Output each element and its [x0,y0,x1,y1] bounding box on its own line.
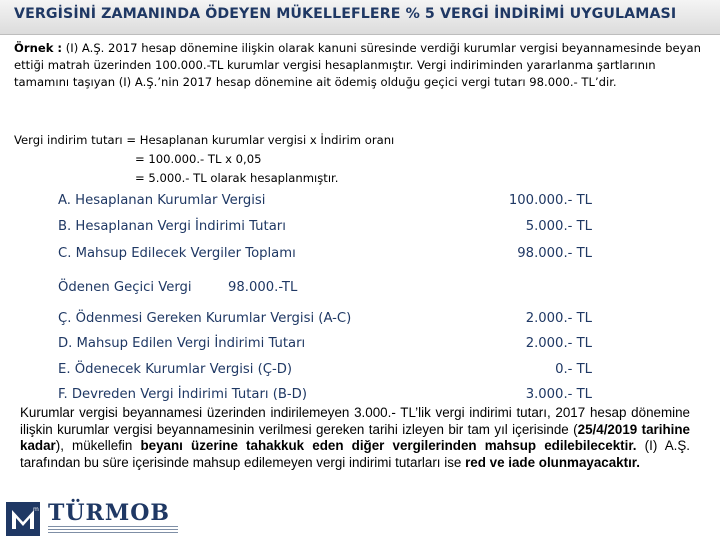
example-label: Örnek : [14,41,63,55]
row-c-cedilla-label: Ç. Ödenmesi Gereken Kurumlar Vergisi (A-C) [58,311,352,326]
closing-text-3: (I) A.Ş. tarafından bu süre içerisinde mahsup edilemeyen vergi indirimi tutarları ise [20,438,690,470]
calc-line-1: Vergi indirim tutarı = Hesaplanan kurumlar vergisi x İndirim oranı [14,133,395,147]
calc-line-3: = 5.000.- TL olarak hesaplanmıştır. [135,171,339,185]
row-c-label: C. Mahsup Edilecek Vergiler Toplamı [58,246,296,261]
row-a-label: A. Hesaplanan Kurumlar Vergisi [58,193,266,208]
example-text: (I) A.Ş. 2017 hesap dönemine ilişkin olarak kanuni süresinde verdiği kurumlar vergisi beyannamesinde beyan ettiği matrah üzerinden 100.000.-TL kurumlar vergisi hesaplanmıştır. Vergi indiriminden yararlanma şartlarının tamamını taşıyan (I) A.Ş.’nin 2017 hesap dönemine ait ödemiş olduğu geçici vergi tutarı 98.000.- TL’dir. [14,41,701,89]
row-d-value: 2.000.- TL [525,336,592,351]
row-c-value: 98.000.- TL [517,246,592,261]
row-e-label: E. Ödenecek Kurumlar Vergisi (Ç-D) [58,362,293,377]
logo-subtitle-lines [48,526,178,536]
row-c-cedilla-value: 2.000.- TL [525,311,592,326]
svg-text:m: m [33,506,39,513]
title-bar [0,0,720,35]
logo-text: TÜRMOB [48,500,170,526]
calc-line-2: = 100.000.- TL x 0,05 [135,152,262,166]
closing-deadline: 25/4/2019 tarihine kadar [20,421,690,453]
row-e-value: 0.- TL [555,362,592,377]
row-b-value: 5.000.- TL [525,219,592,234]
row-d-label: D. Mahsup Edilen Vergi İndirimi Tutarı [58,336,306,351]
row-f-label: F. Devreden Vergi İndirimi Tutarı (B-D) [58,387,307,402]
logo-mark-icon [6,502,40,536]
closing-text-2: ), mükellefin [55,438,141,453]
closing-offset-note: beyanı üzerine tahakkuk eden diğer vergilerinden mahsup edilebilecektir. [140,438,637,453]
row-b-label: B. Hesaplanan Vergi İndirimi Tutarı [58,219,286,234]
row-f-value: 3.000.- TL [525,387,592,402]
row-a-value: 100.000.- TL [508,193,592,208]
paid-advance-tax-value: 98.000.-TL [228,280,298,295]
closing-paragraph [20,405,690,471]
closing-text-1: Kurumlar vergisi beyannamesi üzerinden indirilemeyen 3.000.- TL’lik vergi indirimi tutarı, 2017 hesap dönemine ilişkin kurumlar vergisi beyannamesinin verilmesi gereken tarihi izleyen bir tam yıl içerisinde ( [20,405,690,437]
page-title: VERGİSİNİ ZAMANINDA ÖDEYEN MÜKELLEFLERE % 5 VERGİ İNDİRİMİ UYGULAMASI [14,6,677,22]
paid-advance-tax-label: Ödenen Geçici Vergi [58,280,192,295]
closing-no-refund-note: red ve iade olunmayacaktır. [465,454,641,470]
example-paragraph [14,40,708,91]
